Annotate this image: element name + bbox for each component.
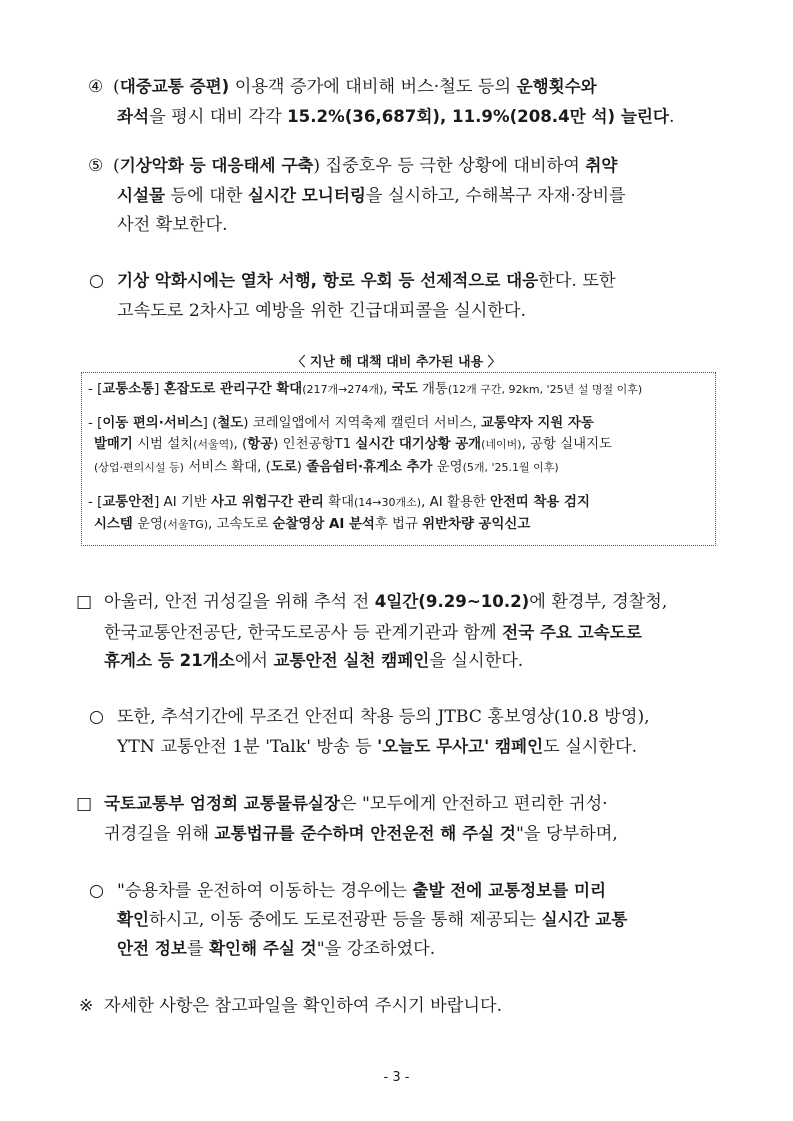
bold-text: 혼잡도로 관리구간 확대 (163, 382, 303, 397)
bold-text: 확인해 주실 것 (208, 939, 317, 958)
box-row-6 (94, 516, 708, 534)
text-run: ] ( (202, 416, 218, 431)
text-run: , ( (233, 437, 248, 452)
para2-bullet: □ (76, 592, 93, 612)
text-run: 서비스 확대, ( (183, 460, 271, 475)
text-run: ( (113, 77, 120, 97)
bold-text: 취약 (585, 156, 618, 175)
small-note-text: (5개, '25.1월 이후) (462, 461, 559, 474)
small-note-text: (상업·편의시설 등) (94, 461, 184, 474)
text-run: 한국교통안전공단, 한국도로공사 등 관계기관과 함께 (104, 623, 503, 643)
sub3-bullet: ○ (89, 881, 104, 901)
text-run: 사전 확보한다. (117, 215, 228, 235)
text-run: 한다. 또한 (538, 271, 616, 291)
small-note-text: (서울역) (193, 438, 234, 451)
sub1-bullet: ○ (89, 271, 104, 291)
text-run: YTN 교통안전 1분 'Talk' 방송 등 (117, 737, 378, 757)
box-row-3 (94, 436, 708, 454)
item4-line-2 (117, 106, 717, 128)
text-run: - [ (88, 382, 103, 397)
text-run: ) 집중호우 등 극한 상황에 대비하여 (313, 156, 586, 176)
text-run: , AI 활용한 (421, 495, 491, 510)
bold-text: 안전띠 착용 검지 (490, 495, 590, 510)
text-run: 을 평시 대비 각각 (149, 107, 288, 127)
para2-line-2 (104, 622, 717, 644)
bold-text: 교통소통 (102, 382, 155, 397)
sub1-line-1 (117, 270, 717, 292)
sub2-bullet: ○ (89, 707, 104, 727)
bold-text: '오늘도 무사고' 캠페인 (377, 737, 544, 756)
text-run: 또한, 추석기간에 무조건 안전띠 착용 등의 JTBC 홍보영상(10.8 방영), (117, 707, 650, 727)
text-run: 아울러, 안전 귀성길을 위해 추석 전 (104, 592, 375, 612)
text-run: 이용객 증가에 대비해 버스·철도 등의 (229, 77, 517, 97)
box-title: 〈 지난 해 대책 대비 추가된 내용 〉 (292, 355, 501, 370)
bold-text: 교통약자 지원 자동 (480, 416, 594, 431)
bold-text: 시설물 (117, 186, 166, 205)
text-run: "을 당부하며, (515, 824, 618, 844)
bold-text: 좌석 (117, 107, 150, 126)
para3-line-2 (104, 823, 717, 845)
small-note-text: (217개→274개) (302, 383, 384, 396)
bold-text: 4일간(9.29~10.2) (374, 592, 530, 611)
item5-line-2 (117, 185, 717, 207)
small-note-text: (서울TG) (162, 518, 209, 531)
text-run: ( (113, 156, 120, 176)
bold-text: 기상 악화시에는 열차 서행, 항로 우회 등 선제적으로 대응 (117, 271, 539, 290)
box-row-1 (88, 381, 708, 399)
note-mark: ※ (79, 996, 94, 1016)
para2-line-3 (104, 650, 523, 672)
box-row-2 (88, 415, 708, 433)
bold-text: 도로 (270, 460, 297, 475)
sub3-line-3 (117, 938, 435, 960)
bold-text: 대중교통 증편) (119, 77, 230, 96)
sub1-line-2 (117, 300, 526, 322)
sub2-line-1 (117, 706, 717, 728)
box-row-5 (88, 494, 708, 512)
text-run: ) (296, 460, 307, 475)
note-text: 자세한 사항은 참고파일을 확인하여 주시기 바랍니다. (104, 996, 503, 1016)
bold-text: 실시간 대기상황 공개 (355, 437, 482, 452)
bold-text: 발매기 (94, 437, 133, 452)
bold-text: 위반차량 공익신고 (422, 517, 531, 532)
text-run: ] AI 기반 (154, 495, 212, 510)
additions-box (81, 372, 716, 546)
text-run: 을 실시한다. (429, 651, 524, 671)
bold-text: 실시간 모니터링 (247, 186, 366, 205)
small-note-text: (네이버) (481, 438, 522, 451)
bold-text: 휴게소 등 21개소 (104, 651, 235, 670)
para3-line-1 (104, 793, 717, 815)
text-run: 하시고, 이동 중에도 도로전광판 등을 통해 제공되는 (149, 910, 542, 930)
text-run: 을 실시하고, 수해복구 자재·장비를 (365, 186, 626, 206)
bold-text: 확인 (117, 910, 150, 929)
item5-number: ⑤ (88, 156, 104, 176)
bold-text: 운행횟수와 (516, 77, 597, 96)
bold-text: 사고 위험구간 관리 (211, 495, 324, 510)
text-run: - [ (88, 416, 103, 431)
text-run: , (383, 382, 392, 397)
bold-text: 졸음쉼터·휴게소 추가 (306, 460, 433, 475)
item5-line-1 (113, 155, 716, 177)
text-run: 에 환경부, 경찰청, (529, 592, 668, 612)
bold-text: 국도 (391, 382, 418, 397)
bold-text: 국토교통부 엄정희 교통물류실장 (104, 794, 340, 813)
bold-text: 출발 전에 교통정보를 미리 (412, 881, 607, 900)
text-run: 운영 (432, 460, 463, 475)
page-number: - 3 - (383, 1070, 410, 1085)
text-run: 귀경길을 위해 (104, 824, 215, 844)
text-run: ) 인천공항T1 (273, 437, 356, 452)
text-run: 등에 대한 (165, 186, 248, 206)
sub3-line-2 (117, 909, 717, 931)
bold-text: 항공 (247, 437, 274, 452)
bold-text: 15.2%(36,687회), 11.9%(208.4만 석) 늘린다 (287, 107, 669, 126)
bold-text: 교통법규를 준수하며 안전운전 해 주실 것 (214, 824, 516, 843)
bold-text: 교통안전 실천 캠페인 (273, 651, 430, 670)
text-run: 시범 설치 (132, 437, 194, 452)
para2-line-1 (104, 591, 717, 613)
text-run: 고속도로 2차사고 예방을 위한 긴급대피콜을 실시한다. (117, 301, 526, 321)
small-note-text: (14→30개소) (354, 496, 422, 509)
para3-bullet: □ (76, 794, 93, 814)
text-run: ] (154, 382, 164, 397)
bold-text: 순찰영상 AI 분석 (272, 517, 375, 532)
bold-text: 전국 주요 고속도로 (502, 623, 642, 642)
text-run: 후 법규 (374, 517, 423, 532)
bold-text: 시스템 (94, 517, 133, 532)
text-run: 개통 (417, 382, 448, 397)
bold-text: 교통안전 (102, 495, 155, 510)
text-run: 확대 (323, 495, 355, 510)
item4-line-1 (113, 76, 716, 98)
text-run: 도 실시한다. (543, 737, 638, 757)
bold-text: 실시간 교통 (541, 910, 628, 929)
text-run: "을 강조하였다. (316, 939, 436, 959)
text-run: 은 "모두에게 안전하고 편리한 귀성· (339, 794, 608, 814)
text-run: . (668, 107, 675, 127)
small-note-text: (12개 구간, 92km, '25년 설 명절 이후) (447, 383, 643, 396)
text-run: 를 (186, 939, 209, 959)
sub3-line-1 (117, 880, 717, 902)
text-run: , 공항 실내지도 (521, 437, 612, 452)
text-run: 에서 (234, 651, 274, 671)
item4-number: ④ (88, 77, 104, 97)
bold-text: 안전 정보 (117, 939, 187, 958)
text-run: - [ (88, 495, 103, 510)
item5-line-3 (117, 214, 228, 236)
bold-text: 이동 편의·서비스 (102, 416, 203, 431)
bold-text: 기상악화 등 대응태세 구축 (119, 156, 314, 175)
text-run: , 고속도로 (208, 517, 273, 532)
bold-text: 철도 (217, 416, 244, 431)
text-run: ) 코레일앱에서 지역축제 캘린더 서비스, (243, 416, 481, 431)
text-run: 운영 (132, 517, 163, 532)
sub2-line-2 (117, 736, 637, 758)
text-run: "승용차를 운전하여 이동하는 경우에는 (117, 881, 413, 901)
box-row-4 (94, 459, 708, 477)
